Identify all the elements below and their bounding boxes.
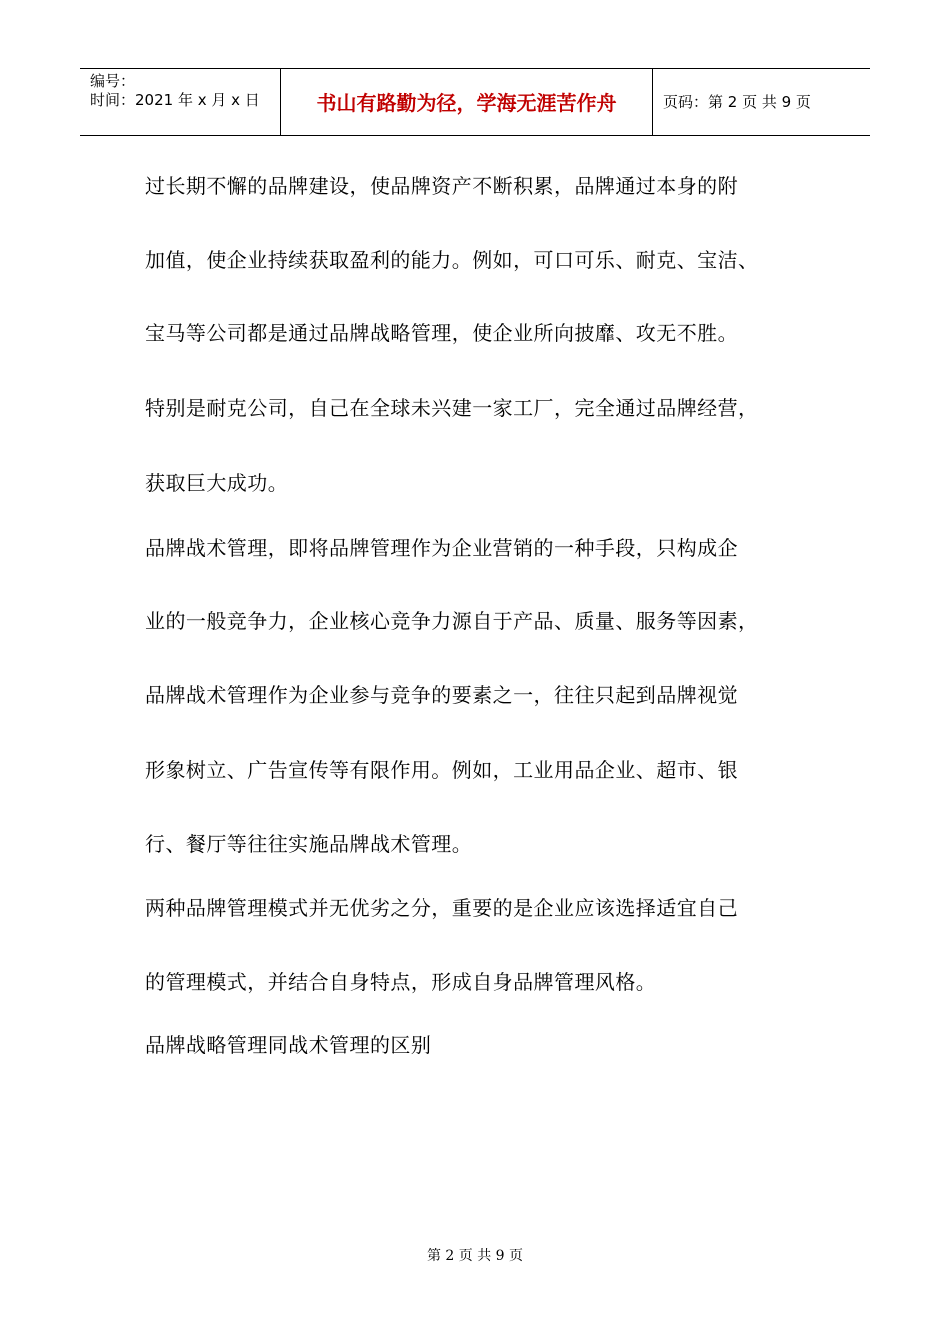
header-meta-cell xyxy=(80,69,281,135)
header-motto-cell xyxy=(281,69,653,135)
body-line: 品牌战术管理，即将品牌管理作为企业营销的一种手段，只构成企 xyxy=(145,536,739,560)
section-heading: 品牌战略管理同战术管理的区别 xyxy=(145,1033,432,1057)
body-line: 业的一般竞争力，企业核心竞争力源自于产品、质量、服务等因素， xyxy=(145,609,759,633)
body-line: 特别是耐克公司，自己在全球未兴建一家工厂，完全通过品牌经营， xyxy=(145,396,759,420)
document-header xyxy=(80,68,870,136)
body-line: 宝马等公司都是通过品牌战略管理，使企业所向披靡、攻无不胜。 xyxy=(145,321,739,345)
page-number-footer: 第 2 页 共 9 页 xyxy=(426,1248,524,1264)
header-page-cell xyxy=(653,69,870,135)
body-line: 形象树立、广告宣传等有限作用。例如，工业用品企业、超市、银 xyxy=(145,758,739,782)
header-motto: 书山有路勤为径，学海无涯苦作舟 xyxy=(316,91,617,115)
body-line: 获取巨大成功。 xyxy=(145,471,289,495)
document-number-label: 编号： xyxy=(90,72,136,90)
body-line: 行、餐厅等往往实施品牌战术管理。 xyxy=(145,832,473,856)
body-line: 过长期不懈的品牌建设，使品牌资产不断积累，品牌通过本身的附 xyxy=(145,174,739,198)
body-line: 两种品牌管理模式并无优劣之分，重要的是企业应该选择适宜自己 xyxy=(145,896,739,920)
header-page-info: 页码：第 2 页 共 9 页 xyxy=(663,93,811,111)
body-line: 品牌战术管理作为企业参与竞争的要素之一，往往只起到品牌视觉 xyxy=(145,683,739,707)
body-line: 的管理模式，并结合自身特点，形成自身品牌管理风格。 xyxy=(145,970,657,994)
body-line: 加值，使企业持续获取盈利的能力。例如，可口可乐、耐克、宝洁、 xyxy=(145,248,759,272)
document-date: 时间：2021 年 x 月 x 日 xyxy=(90,91,260,109)
